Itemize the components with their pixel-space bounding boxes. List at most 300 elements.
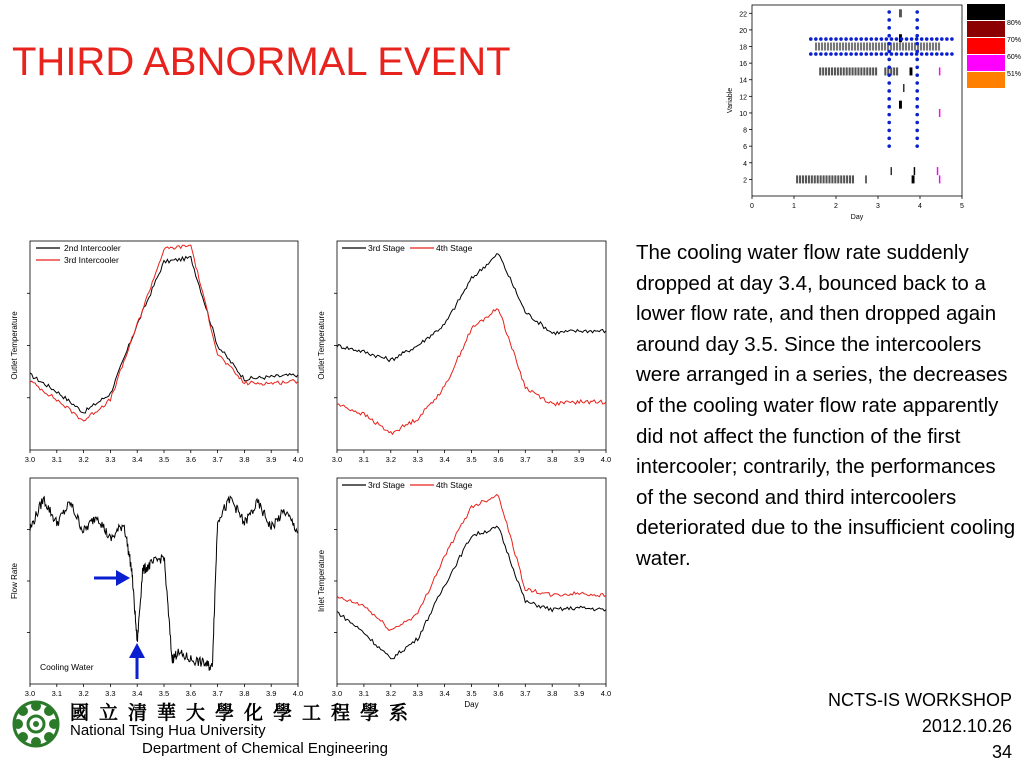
legend-swatch [967, 21, 1005, 37]
heatmap-cell [893, 43, 895, 51]
highlight-dot [819, 37, 823, 41]
highlight-dot [915, 10, 919, 14]
highlight-dot [819, 52, 823, 56]
x-tick-label: 3.2 [78, 455, 89, 464]
heatmap-cell [865, 175, 866, 183]
y-tick-label: 22 [739, 11, 747, 19]
heatmap-cell [878, 43, 880, 51]
heatmap-cell [796, 175, 798, 183]
highlight-dot [887, 113, 891, 117]
x-tick-label: 3.8 [546, 689, 558, 698]
highlight-dot [915, 58, 919, 62]
highlight-dot [887, 89, 891, 93]
highlight-dot [887, 136, 891, 140]
highlight-dot [915, 121, 919, 125]
heatmap-cell [843, 67, 845, 75]
highlight-dot [814, 37, 818, 41]
highlight-dot [880, 37, 884, 41]
series-line [337, 526, 606, 659]
heatmap-cell [905, 43, 907, 51]
highlight-dot [915, 18, 919, 22]
plot-frame [30, 241, 298, 450]
x-tick-label: 4.0 [292, 455, 304, 464]
date-label: 2012.10.26 [921, 716, 1012, 736]
heatmap-cell [846, 67, 848, 75]
x-tick-label: 3.3 [105, 455, 116, 464]
x-tick-label: 3.2 [78, 689, 89, 698]
heatmap-cell [854, 43, 856, 51]
heatmap-cell [887, 67, 889, 75]
x-tick-label: 3.9 [573, 689, 585, 698]
heatmap-cell [826, 175, 828, 183]
x-tick-label: 3.9 [265, 455, 277, 464]
heatmap-cell [840, 175, 842, 183]
series-line [30, 496, 298, 670]
heatmap-cell [831, 175, 833, 183]
highlight-dot [945, 37, 949, 41]
highlight-dot [880, 52, 884, 56]
heatmap-cell [818, 43, 820, 51]
highlight-dot [950, 37, 954, 41]
highlight-dot [940, 52, 944, 56]
highlight-dot [915, 144, 919, 148]
heatmap-cell [817, 175, 819, 183]
heatmap-cell [884, 43, 886, 51]
highlight-dot [915, 89, 919, 93]
heatmap-cell [872, 43, 874, 51]
x-tick-label: 3.9 [573, 455, 585, 464]
highlight-dot [887, 81, 891, 85]
highlight-dot [887, 34, 891, 38]
plot-frame [337, 478, 606, 684]
highlight-dot [945, 52, 949, 56]
heatmap-cell [822, 67, 824, 75]
university-chinese-name: 國立清華大學化學工程學系 [70, 702, 419, 724]
heatmap-cell [911, 43, 913, 51]
heatmap-cell [929, 43, 931, 51]
highlight-dot [905, 52, 909, 56]
x-tick-label: 3.8 [546, 455, 558, 464]
heatmap-cell [884, 67, 886, 75]
highlight-dot [887, 42, 891, 46]
x-tick-label: 1 [792, 203, 796, 210]
university-logo-icon [12, 700, 60, 748]
heatmap-cell [852, 67, 854, 75]
highlight-dot [900, 37, 904, 41]
y-tick-label: 12 [739, 94, 747, 102]
heatmap-cell [890, 67, 892, 75]
highlight-dot [834, 37, 838, 41]
highlight-dot [887, 73, 891, 77]
series-line [337, 254, 606, 362]
department-name: Department of Chemical Engineering [142, 740, 388, 757]
highlight-dot [915, 52, 919, 56]
highlight-dot [935, 37, 939, 41]
highlight-dot [895, 52, 899, 56]
highlight-dot [824, 37, 828, 41]
x-tick-label: 3.0 [331, 689, 343, 698]
highlight-dot [925, 52, 929, 56]
highlight-dot [920, 52, 924, 56]
heatmap-cell [875, 43, 877, 51]
highlight-dot [869, 37, 873, 41]
highlight-dot [809, 37, 813, 41]
highlight-dot [824, 52, 828, 56]
x-tick-label: 3.5 [466, 689, 477, 698]
legend-label: 4th Stage [436, 243, 473, 253]
legend-label: 4th Stage [436, 480, 473, 490]
heatmap-cell [910, 67, 913, 75]
heatmap-cell [842, 43, 844, 51]
heatmap-cell [820, 175, 822, 183]
highlight-dot [887, 121, 891, 125]
y-tick-label: 18 [739, 44, 747, 52]
heatmap-cell [912, 175, 915, 183]
heatmap-cell [863, 67, 865, 75]
heatmap-cell [837, 67, 839, 75]
heatmap-cell [821, 43, 823, 51]
y-tick-label: 6 [743, 144, 747, 152]
highlight-dot [839, 52, 843, 56]
heatmap-cell [799, 175, 801, 183]
highlight-dot [915, 65, 919, 69]
highlight-dot [814, 52, 818, 56]
highlight-dot [849, 52, 853, 56]
heatmap-cell [869, 67, 871, 75]
highlight-dot [885, 52, 889, 56]
x-tick-label: 3.0 [24, 689, 36, 698]
x-tick-label: 3.4 [131, 689, 143, 698]
y-tick-label: 2 [743, 177, 747, 185]
highlight-dot [829, 52, 833, 56]
highlight-dot [829, 37, 833, 41]
y-axis-label: Inlet Temperature [317, 549, 326, 613]
heatmap-cell [939, 67, 940, 75]
heatmap-cell [823, 175, 825, 183]
legend-label: 51% [1007, 71, 1022, 78]
x-tick-label: 3.3 [412, 455, 423, 464]
heatmap-cell [811, 175, 813, 183]
heatmap-cell [815, 43, 817, 51]
series-line [30, 257, 298, 414]
chart-outlet-temp-intercoolers [10, 241, 303, 464]
highlight-dot [915, 136, 919, 140]
y-tick-label: 8 [743, 127, 747, 135]
highlight-dot [864, 37, 868, 41]
highlight-dot [895, 37, 899, 41]
heatmap-cell [939, 109, 940, 117]
charts-layer [10, 241, 611, 709]
heatmap-cell [939, 175, 940, 183]
highlight-dot [869, 52, 873, 56]
heatmap-cell [834, 175, 836, 183]
page-number: 34 [991, 742, 1012, 762]
x-tick-label: 3.6 [493, 455, 504, 464]
highlight-dot [887, 97, 891, 101]
legend-label: 3rd Intercooler [64, 255, 119, 265]
highlight-dot [887, 144, 891, 148]
x-tick-label: 3.3 [412, 689, 423, 698]
heatmap-cell [926, 43, 928, 51]
heatmap-cell [891, 167, 892, 175]
heatmap-cell [824, 43, 826, 51]
highlight-dot [920, 37, 924, 41]
heatmap-cell [854, 67, 856, 75]
plot-frame [30, 478, 298, 684]
heatmap-cell [863, 43, 865, 51]
heatmap-cell [849, 67, 851, 75]
highlight-dot [940, 37, 944, 41]
heatmap-cell [805, 175, 807, 183]
x-tick-label: 3.1 [358, 455, 370, 464]
y-axis-label: Outlet Temperature [317, 311, 326, 380]
highlight-dot [844, 37, 848, 41]
highlight-dot [854, 37, 858, 41]
legend-label: 70% [1007, 37, 1022, 44]
heatmap-cell [881, 43, 883, 51]
heatmap-cell [899, 9, 902, 17]
heatmap-cell [917, 43, 919, 51]
heatmap-cell [908, 43, 910, 51]
highlight-dot [887, 26, 891, 30]
highlight-dot [915, 50, 919, 54]
x-tick-label: 3 [876, 203, 880, 210]
heatmap-cell [837, 175, 839, 183]
highlight-dot [859, 37, 863, 41]
y-tick-label: 14 [739, 77, 747, 85]
heatmap-xlabel: Day [850, 214, 864, 221]
highlight-dot [910, 37, 914, 41]
legend-swatch [967, 55, 1005, 71]
heatmap-cell [920, 43, 922, 51]
heatmap-frame [752, 5, 962, 196]
heatmap-cell [836, 43, 838, 51]
heatmap-cell [914, 43, 916, 51]
x-tick-label: 3.5 [158, 689, 170, 698]
x-tick-label: 3.7 [212, 689, 223, 698]
chart-inlet-temp-stages [317, 478, 611, 709]
heatmap-cell [887, 43, 889, 51]
x-tick-label: 3.1 [51, 455, 63, 464]
highlight-dot [915, 37, 919, 41]
highlight-dot [890, 52, 894, 56]
highlight-dot [910, 52, 914, 56]
highlight-dot [887, 105, 891, 109]
heatmap-cell [937, 167, 938, 175]
heatmap-cell [814, 175, 816, 183]
x-tick-label: 5 [960, 203, 964, 210]
heatmap-cell [923, 43, 925, 51]
y-tick-label: 16 [739, 61, 747, 69]
heatmap-cell [899, 43, 901, 51]
x-tick-label: 3.8 [239, 455, 250, 464]
y-axis-label: Outlet Temperature [10, 311, 19, 380]
highlight-dot [890, 37, 894, 41]
heatmap-cell [857, 43, 859, 51]
x-tick-label: 3.3 [105, 689, 116, 698]
highlight-dot [915, 129, 919, 133]
heatmap-cell [932, 43, 934, 51]
heatmap-layer [727, 4, 1021, 221]
heatmap-ylabel: Variable [727, 87, 734, 114]
highlight-dot [930, 37, 934, 41]
heatmap-cell [890, 43, 892, 51]
highlight-dot [834, 52, 838, 56]
highlight-dot [915, 105, 919, 109]
x-tick-label: 3.6 [493, 689, 504, 698]
series-line [337, 495, 606, 631]
x-tick-label: 3.4 [439, 689, 450, 698]
x-tick-label: 3.0 [24, 455, 36, 464]
heatmap-cell [902, 43, 904, 51]
x-tick-label: 0 [750, 203, 754, 210]
chart-flow-rate [10, 478, 303, 698]
heatmap-cell [808, 175, 810, 183]
x-tick-label: 4.0 [600, 455, 612, 464]
highlight-dot [935, 52, 939, 56]
heatmap-cell [899, 34, 902, 42]
y-axis-label: Flow Rate [10, 562, 19, 600]
heatmap-cell [903, 84, 904, 92]
x-tick-label: 3.5 [158, 455, 170, 464]
x-tick-label: 3.0 [331, 455, 343, 464]
heatmap-cell [819, 67, 821, 75]
highlight-dot [809, 52, 813, 56]
heatmap-cell [843, 175, 845, 183]
heatmap-cell [893, 67, 895, 75]
x-tick-label: 3.8 [239, 689, 250, 698]
heatmap-cell [802, 175, 804, 183]
legend-label: 3rd Stage [368, 480, 405, 490]
arrows-layer [94, 570, 145, 679]
highlight-dot [887, 50, 891, 54]
highlight-dot [887, 65, 891, 69]
description-text: The cooling water flow rate suddenly dropped at day 3.4, bounced back to a lower flow rate, and then dropped again around day 3.5. Since the intercoolers were arranged in a series, the decreases of the cooling water flow rate apparently did not affect the function of the first intercooler; contrarily, the performances of the second and third intercoolers deteriorated due to the insufficient cooling water. [636, 241, 1016, 570]
heatmap-cell [857, 67, 859, 75]
heatmap-cell [830, 43, 832, 51]
x-tick-label: 3.1 [51, 689, 63, 698]
highlight-dot [905, 37, 909, 41]
x-tick-label: 4.0 [292, 689, 304, 698]
x-axis-label: Day [464, 700, 479, 709]
highlight-dot [887, 129, 891, 133]
heatmap-cell [848, 43, 850, 51]
highlight-dot [915, 34, 919, 38]
y-tick-label: 10 [739, 110, 747, 118]
heatmap-cell [875, 67, 877, 75]
plot-frame [337, 241, 606, 450]
x-tick-label: 3.7 [212, 455, 223, 464]
heatmap-cell [831, 67, 833, 75]
heatmap-cell [866, 67, 868, 75]
highlight-dot [887, 10, 891, 14]
highlight-dot [915, 42, 919, 46]
highlight-dot [859, 52, 863, 56]
heatmap-cell [825, 67, 827, 75]
heatmap-cell [851, 43, 853, 51]
highlight-dot [875, 52, 879, 56]
slide-title: THIRD ABNORMAL EVENT [12, 40, 511, 84]
legend-label: 3rd Stage [368, 243, 405, 253]
highlight-dot [864, 52, 868, 56]
x-tick-label: 3.7 [520, 689, 531, 698]
chart-outlet-temp-stages [317, 241, 611, 464]
x-tick-label: 3.5 [466, 455, 477, 464]
highlight-dot [925, 37, 929, 41]
arrow-right-icon [116, 570, 130, 586]
legend-swatch [967, 72, 1005, 88]
series-line [337, 309, 606, 435]
heatmap-cell [869, 43, 871, 51]
workshop-label: NCTS-IS WORKSHOP [827, 690, 1012, 710]
heatmap-cell [834, 67, 836, 75]
heatmap-cell [860, 67, 862, 75]
university-english-name: National Tsing Hua University [70, 722, 266, 739]
heatmap-cell [860, 43, 862, 51]
highlight-dot [915, 81, 919, 85]
legend-label: 80% [1007, 20, 1022, 27]
heatmap-cell [849, 175, 851, 183]
legend-label: 60% [1007, 54, 1022, 61]
series-line [30, 245, 298, 421]
highlight-dot [915, 97, 919, 101]
heatmap-cell [846, 175, 848, 183]
highlight-dot [930, 52, 934, 56]
heatmap-cell [839, 43, 841, 51]
highlight-dot [849, 37, 853, 41]
heatmap-cell [872, 67, 874, 75]
x-tick-label: 4 [918, 203, 922, 210]
arrow-up-icon [129, 643, 145, 658]
heatmap-cell [914, 167, 915, 175]
heatmap-cell [935, 43, 937, 51]
heatmap-cell [852, 175, 854, 183]
x-tick-label: 3.4 [131, 455, 143, 464]
x-tick-label: 3.9 [265, 689, 277, 698]
highlight-dot [900, 52, 904, 56]
heatmap-cell [828, 175, 830, 183]
y-tick-label: 4 [743, 160, 747, 168]
heatmap-cell [828, 67, 830, 75]
heatmap-cell [896, 67, 898, 75]
highlight-dot [915, 113, 919, 117]
highlight-dot [839, 37, 843, 41]
legend-swatch [967, 38, 1005, 54]
x-tick-label: 3.6 [185, 455, 197, 464]
legend-swatch [967, 4, 1005, 20]
heatmap-cell [845, 43, 847, 51]
highlight-dot [950, 52, 954, 56]
heatmap-cell [899, 101, 902, 109]
x-tick-label: 3.6 [185, 689, 197, 698]
highlight-dot [887, 18, 891, 22]
x-tick-label: 4.0 [600, 689, 612, 698]
heatmap-cell [938, 43, 940, 51]
x-tick-label: 3.2 [385, 689, 397, 698]
y-tick-label: 20 [739, 27, 747, 35]
heatmap-cell [833, 43, 835, 51]
heatmap-cell [827, 43, 829, 51]
x-tick-label: 3.1 [358, 689, 370, 698]
highlight-dot [875, 37, 879, 41]
legend-label: 2nd Intercooler [64, 243, 121, 253]
x-tick-label: 3.4 [439, 455, 450, 464]
x-tick-label: 2 [834, 203, 838, 210]
highlight-dot [915, 26, 919, 30]
heatmap-cell [840, 67, 842, 75]
heatmap-cell [866, 43, 868, 51]
x-tick-label: 3.2 [385, 455, 397, 464]
